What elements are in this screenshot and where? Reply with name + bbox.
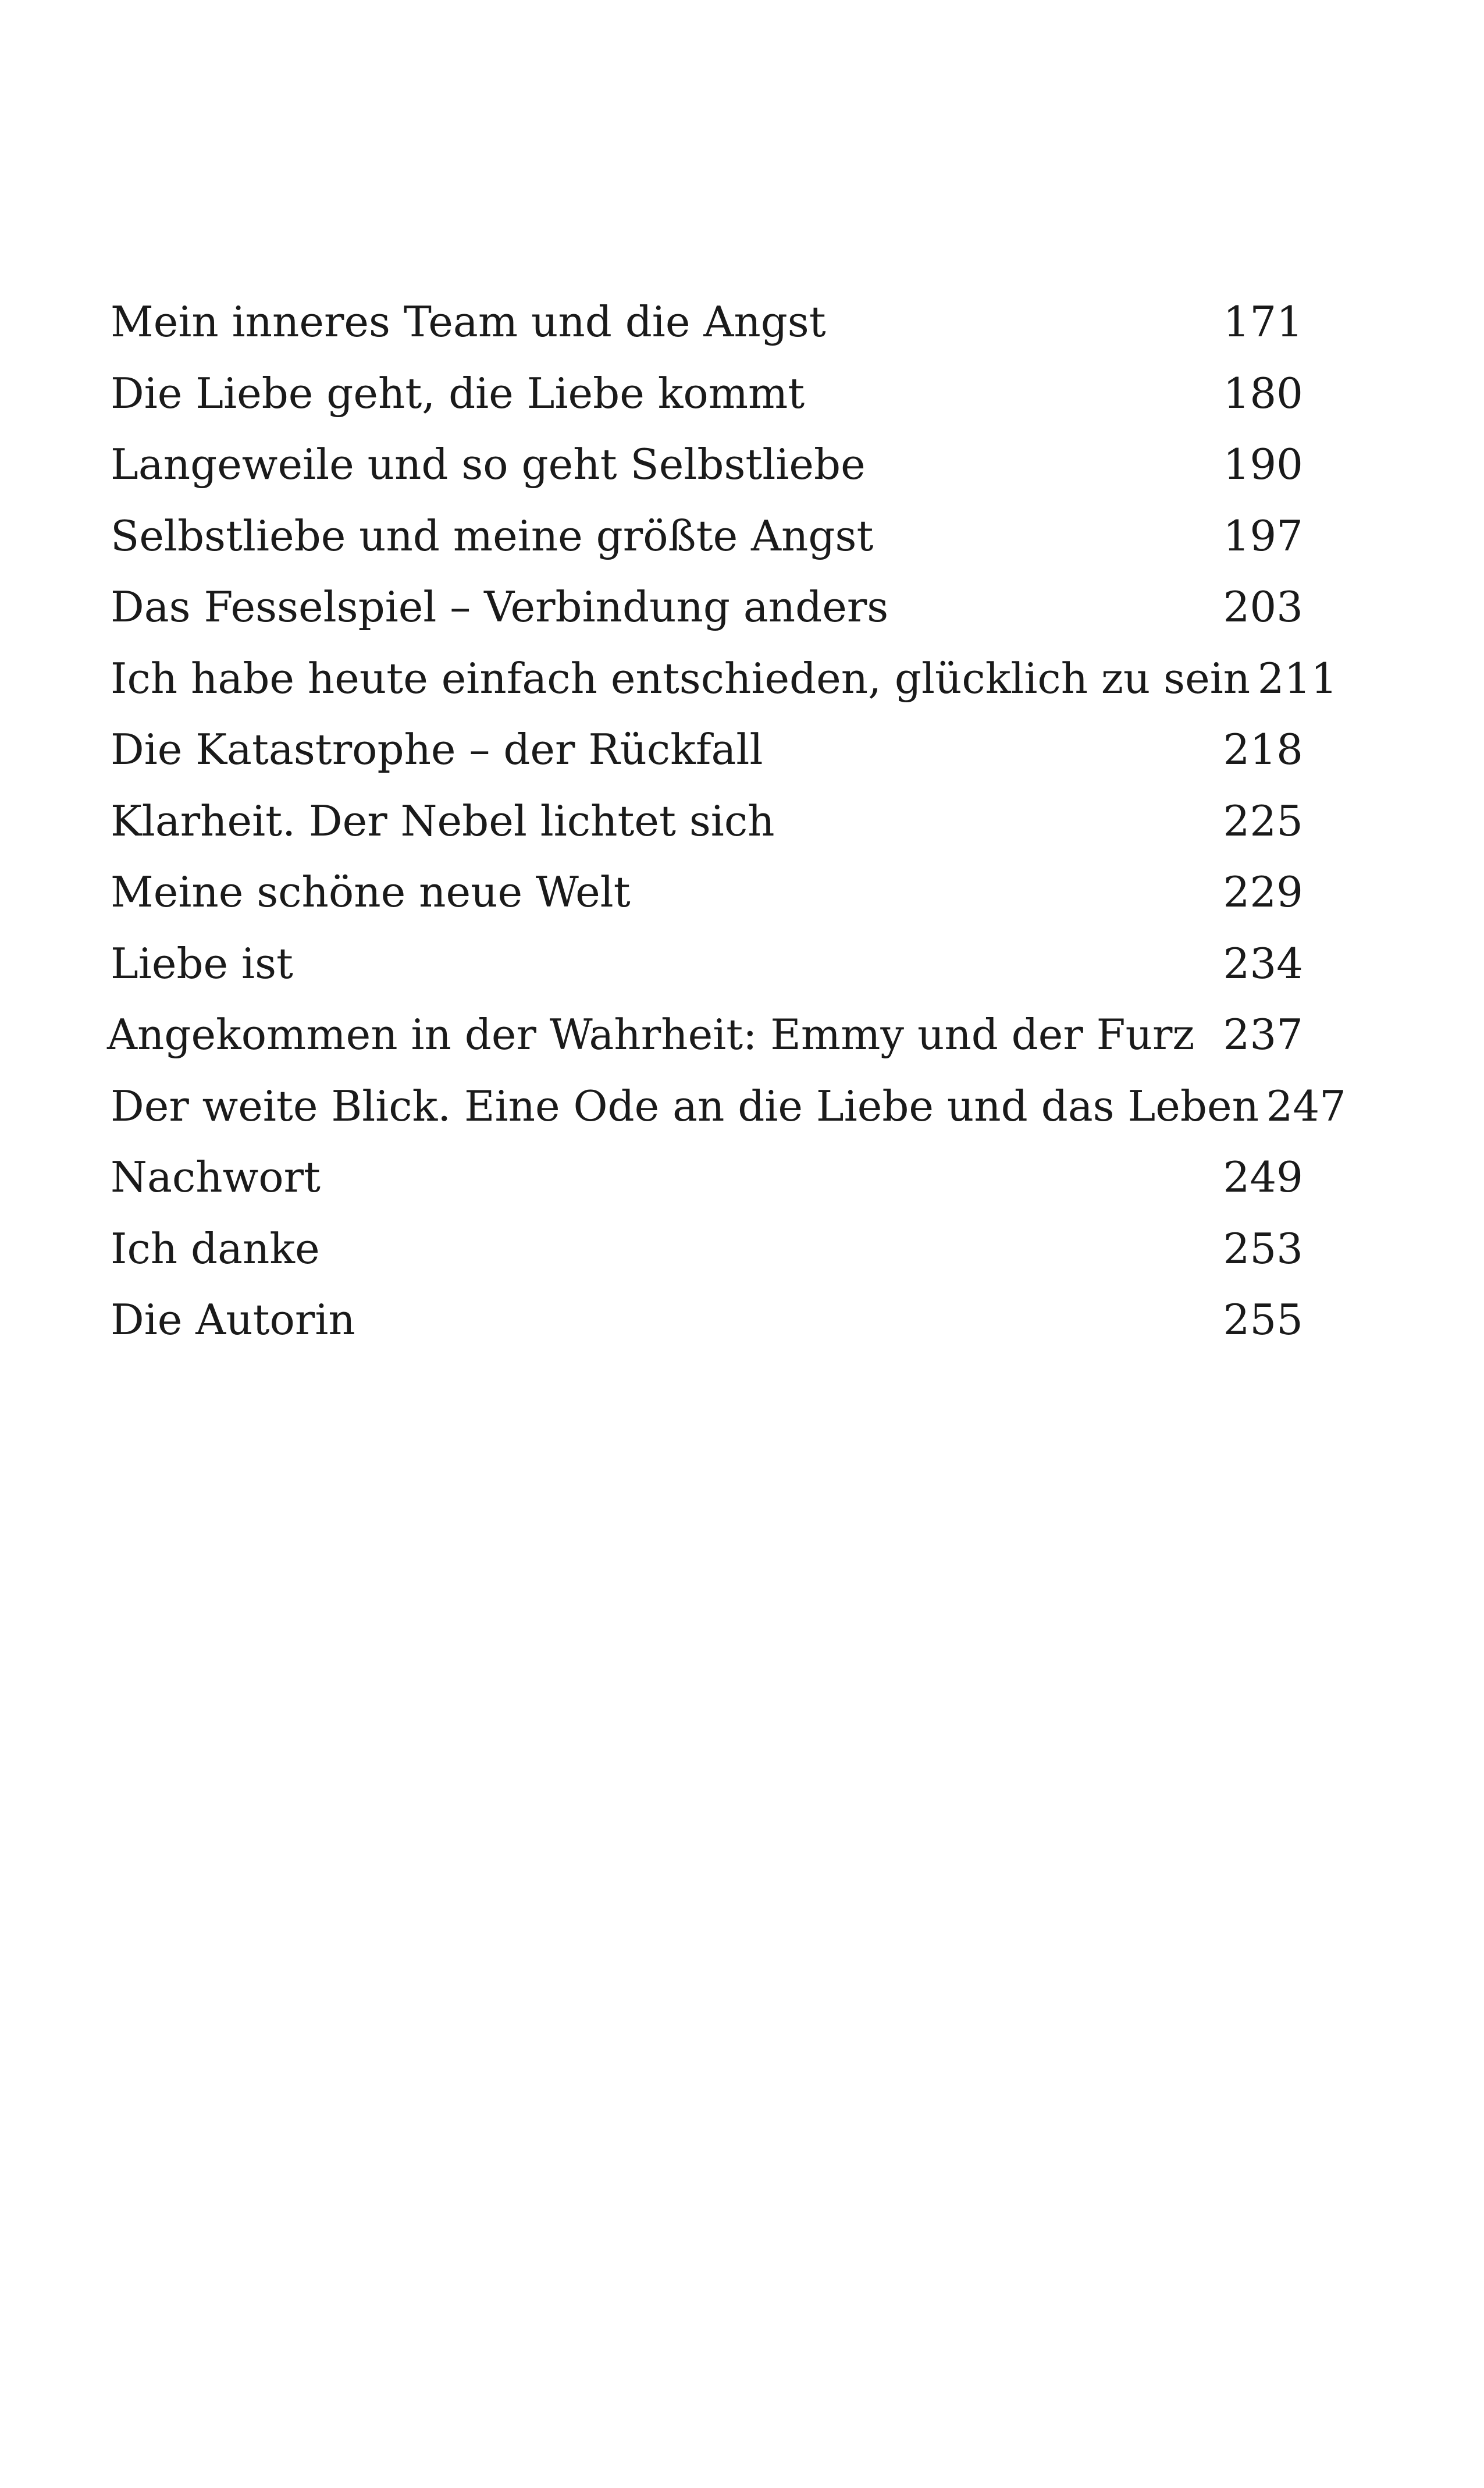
toc-entry-title: Angekommen in der Wahrheit: Emmy und der Furz [107,1010,1195,1059]
toc-entry-page: 253 [1223,1224,1303,1273]
toc-entry-page: 197 [1223,511,1303,560]
toc-entry-page: 218 [1223,725,1303,774]
toc-entry [111,1213,1303,1285]
toc-entry-page: 225 [1223,796,1303,845]
toc-entry-page: 247 [1266,1081,1346,1131]
toc-entry [111,928,1303,1000]
toc-entry [111,1071,1346,1142]
table-of-contents [107,286,1346,1356]
toc-entry-title: Langeweile und so geht Selbstliebe [111,440,866,489]
toc-entry-title: Meine schöne neue Welt [111,868,631,916]
toc-entry-page: 229 [1223,868,1303,916]
toc-entry [111,429,1303,500]
toc-entry-title: Selbstliebe und meine größte Angst [111,511,874,560]
toc-entry-page: 203 [1223,582,1303,631]
toc-entry-title: Der weite Blick. Eine Ode an die Liebe und das Leben [111,1081,1259,1131]
toc-entry-page: 249 [1223,1153,1303,1202]
toc-entry [111,500,1303,572]
toc-entry [111,714,1303,786]
toc-entry [107,999,1303,1071]
toc-entry-title: Die Liebe geht, die Liebe kommt [111,368,805,418]
toc-entry-title: Klarheit. Der Nebel lichtet sich [111,796,775,845]
toc-entry-title: Die Katastrophe – der Rückfall [111,725,763,774]
toc-entry [111,856,1303,928]
toc-entry-title: Das Fesselspiel – Verbindung anders [111,582,889,631]
toc-entry-page: 237 [1223,1010,1303,1059]
toc-entry-page: 171 [1223,297,1303,346]
toc-entry-page: 190 [1223,440,1303,489]
toc-entry [111,1142,1303,1213]
toc-entry-page: 211 [1257,653,1338,703]
toc-entry [111,786,1303,857]
toc-entry [111,358,1303,429]
toc-entry-page: 180 [1223,368,1303,418]
toc-entry-title: Ich habe heute einfach entschieden, glücklich zu sein [111,653,1251,703]
toc-entry-title: Nachwort [111,1153,321,1202]
toc-entry-title: Ich danke [111,1224,320,1273]
toc-entry-title: Liebe ist [111,939,293,988]
toc-entry-page: 234 [1223,939,1303,988]
toc-entry [111,571,1303,643]
toc-entry-page: 255 [1223,1295,1303,1344]
toc-entry-title: Mein inneres Team und die Angst [111,297,826,346]
toc-entry-title: Die Autorin [111,1295,355,1344]
toc-entry [111,286,1303,358]
toc-entry [111,1284,1303,1356]
toc-entry [111,643,1338,715]
